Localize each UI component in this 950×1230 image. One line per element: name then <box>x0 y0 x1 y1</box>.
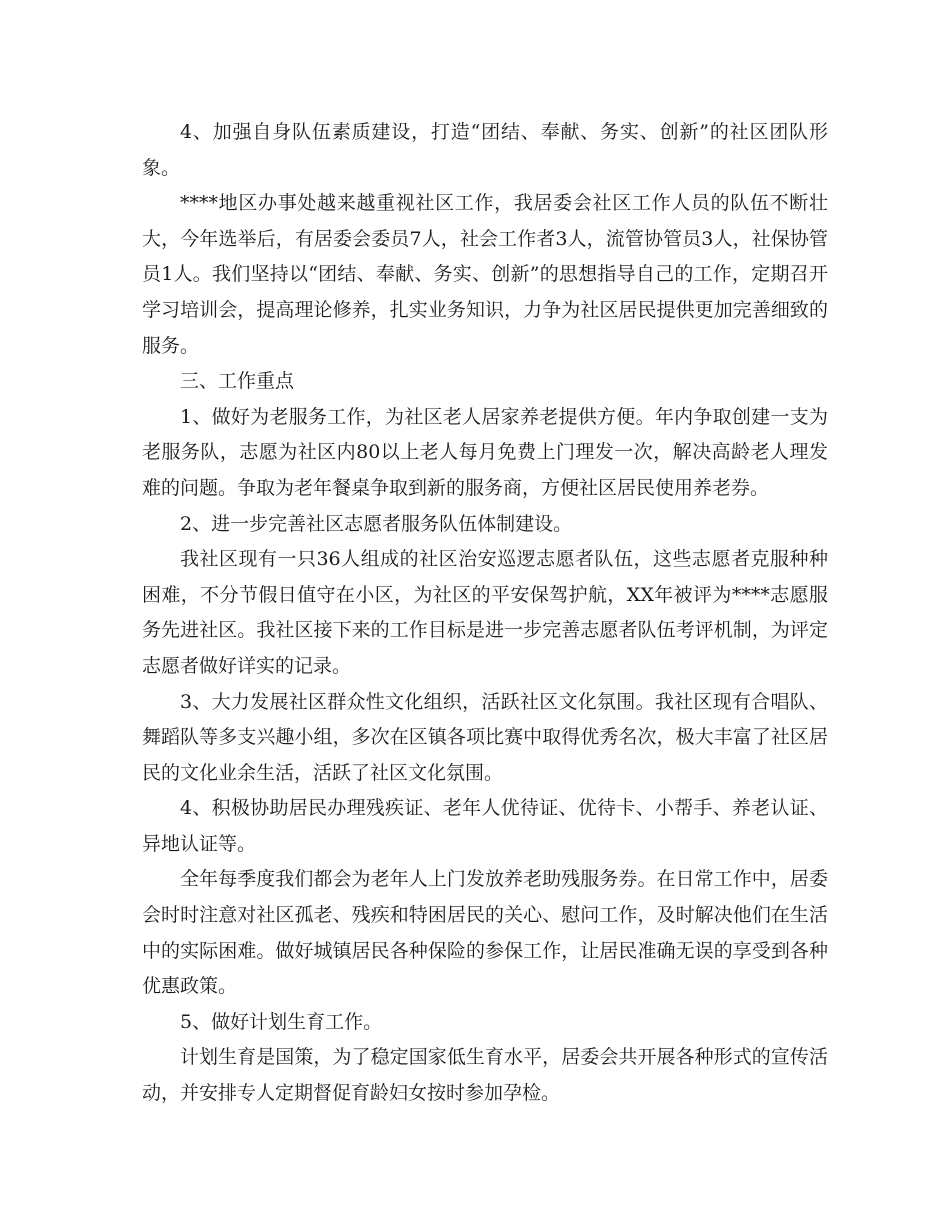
paragraph-quarterly-vouchers: 全年每季度我们都会为老年人上门发放养老助残服务券。在日常工作中，居委会时时注意对社区孤老、残疾和特困居民的关心、慰问工作，及时解决他们在生活中的实际困难。做好城镇居民各种保险的参保工作，让居民准确无误的享受到各种优惠政策。 <box>142 868 828 998</box>
paragraph-volunteer-team: 我社区现有一只36人组成的社区治安巡逻志愿者队伍，这些志愿者克服种种困难，不分节假日值守在小区，为社区的平安保驾护航，XX年被评为****志愿服务先进社区。我社区接下来的工作目标是进一步完善志愿者队伍考评机制，为评定志愿者做好详实的记录。 <box>142 548 828 677</box>
paragraph-staff-overview: ****地区办事处越来越重视社区工作，我居委会社区工作人员的队伍不断壮大，今年选举后，有居委会委员7人，社会工作者3人，流管协管员3人，社保协管员1人。我们坚持以“团结、奉献、务实、创新”的思想指导自己的工作，定期召开学习培训会，提高理论修养，扎实业务知识，力争为社区居民提供更加完善细致的服务。 <box>142 192 828 357</box>
document-body <box>142 115 828 1112</box>
section-heading-work-focus: 三、工作重点 <box>180 370 295 393</box>
paragraph-team-building: 4、加强自身队伍素质建设，打造“团结、奉献、务实、创新”的社区团队形象。 <box>142 121 828 179</box>
paragraph-family-planning-heading: 5、做好计划生育工作。 <box>180 1010 383 1033</box>
paragraph-family-planning: 计划生育是国策，为了稳定国家低生育水平，居委会共开展各种形式的宣传活动，并安排专人定期督促育龄妇女按时参加孕检。 <box>142 1046 828 1105</box>
paragraph-volunteer-heading: 2、进一步完善社区志愿者服务队伍体制建设。 <box>180 512 573 535</box>
paragraph-certificates: 4、积极协助居民办理残疾证、老年人优待证、优待卡、小帮手、养老认证、异地认证等。 <box>142 797 828 855</box>
paragraph-elderly-service: 1、做好为老服务工作，为社区老人居家养老提供方便。年内争取创建一支为老服务队，志愿为社区内80以上老人每月免费上门理发一次，解决高龄老人理发难的问题。争取为老年餐桌争取到新的服务商，方便社区居民使用养老券。 <box>142 405 828 499</box>
paragraph-culture: 3、大力发展社区群众性文化组织，活跃社区文化氛围。我社区现有合唱队、舞蹈队等多支兴趣小组，多次在区镇各项比赛中取得优秀名次，极大丰富了社区居民的文化业余生活，活跃了社区文化氛围。 <box>142 690 828 784</box>
